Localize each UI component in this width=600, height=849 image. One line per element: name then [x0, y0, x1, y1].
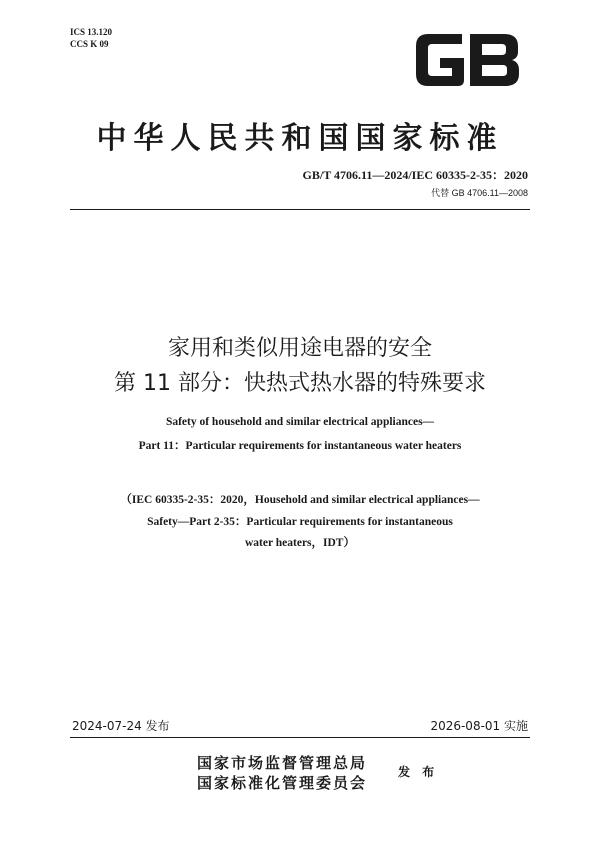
- replaces-standard: 代替 GB 4706.11—2008: [431, 188, 528, 198]
- iec-reference-line3: water heaters，IDT）: [245, 537, 355, 549]
- bottom-divider: [70, 737, 530, 738]
- ccs-code: CCS K 09: [70, 39, 109, 49]
- issuer-samr: 国家市场监督管理总局: [197, 754, 368, 772]
- effective-date: 2026-08-01 实施: [430, 719, 528, 733]
- gb-logo-icon: [410, 28, 525, 92]
- issue-date: 2024-07-24 发布: [72, 719, 170, 733]
- standard-category-title: 中华人民共和国国家标准: [96, 121, 504, 156]
- publish-label: 发 布: [398, 765, 439, 779]
- top-divider: [70, 209, 530, 210]
- iec-reference-line2: Safety—Part 2-35：Particular requirements for instantaneous: [147, 516, 453, 528]
- en-title-line2: Part 11：Particular requirements for instantaneous water heaters: [138, 440, 462, 452]
- en-title-line1: Safety of household and similar electrical appliances—: [165, 416, 435, 428]
- zh-title-line1: 家用和类似用途电器的安全: [167, 336, 432, 361]
- issuer-sac: 国家标准化管理委员会: [197, 774, 368, 792]
- iec-reference-line1: （IEC 60335-2-35：2020，Household and similar electrical appliances—: [120, 494, 480, 506]
- standard-number: GB/T 4706.11—2024/IEC 60335-2-35：2020: [302, 168, 528, 182]
- gb-logo-graphic: [410, 28, 525, 92]
- gb-logo-g-shape: [416, 34, 464, 86]
- ics-code: ICS 13.120: [70, 27, 113, 37]
- zh-title-line2: 第 11 部分：快热式热水器的特殊要求: [114, 371, 486, 396]
- gb-logo-b-shape: [470, 34, 519, 86]
- ics-codes: [70, 26, 112, 50]
